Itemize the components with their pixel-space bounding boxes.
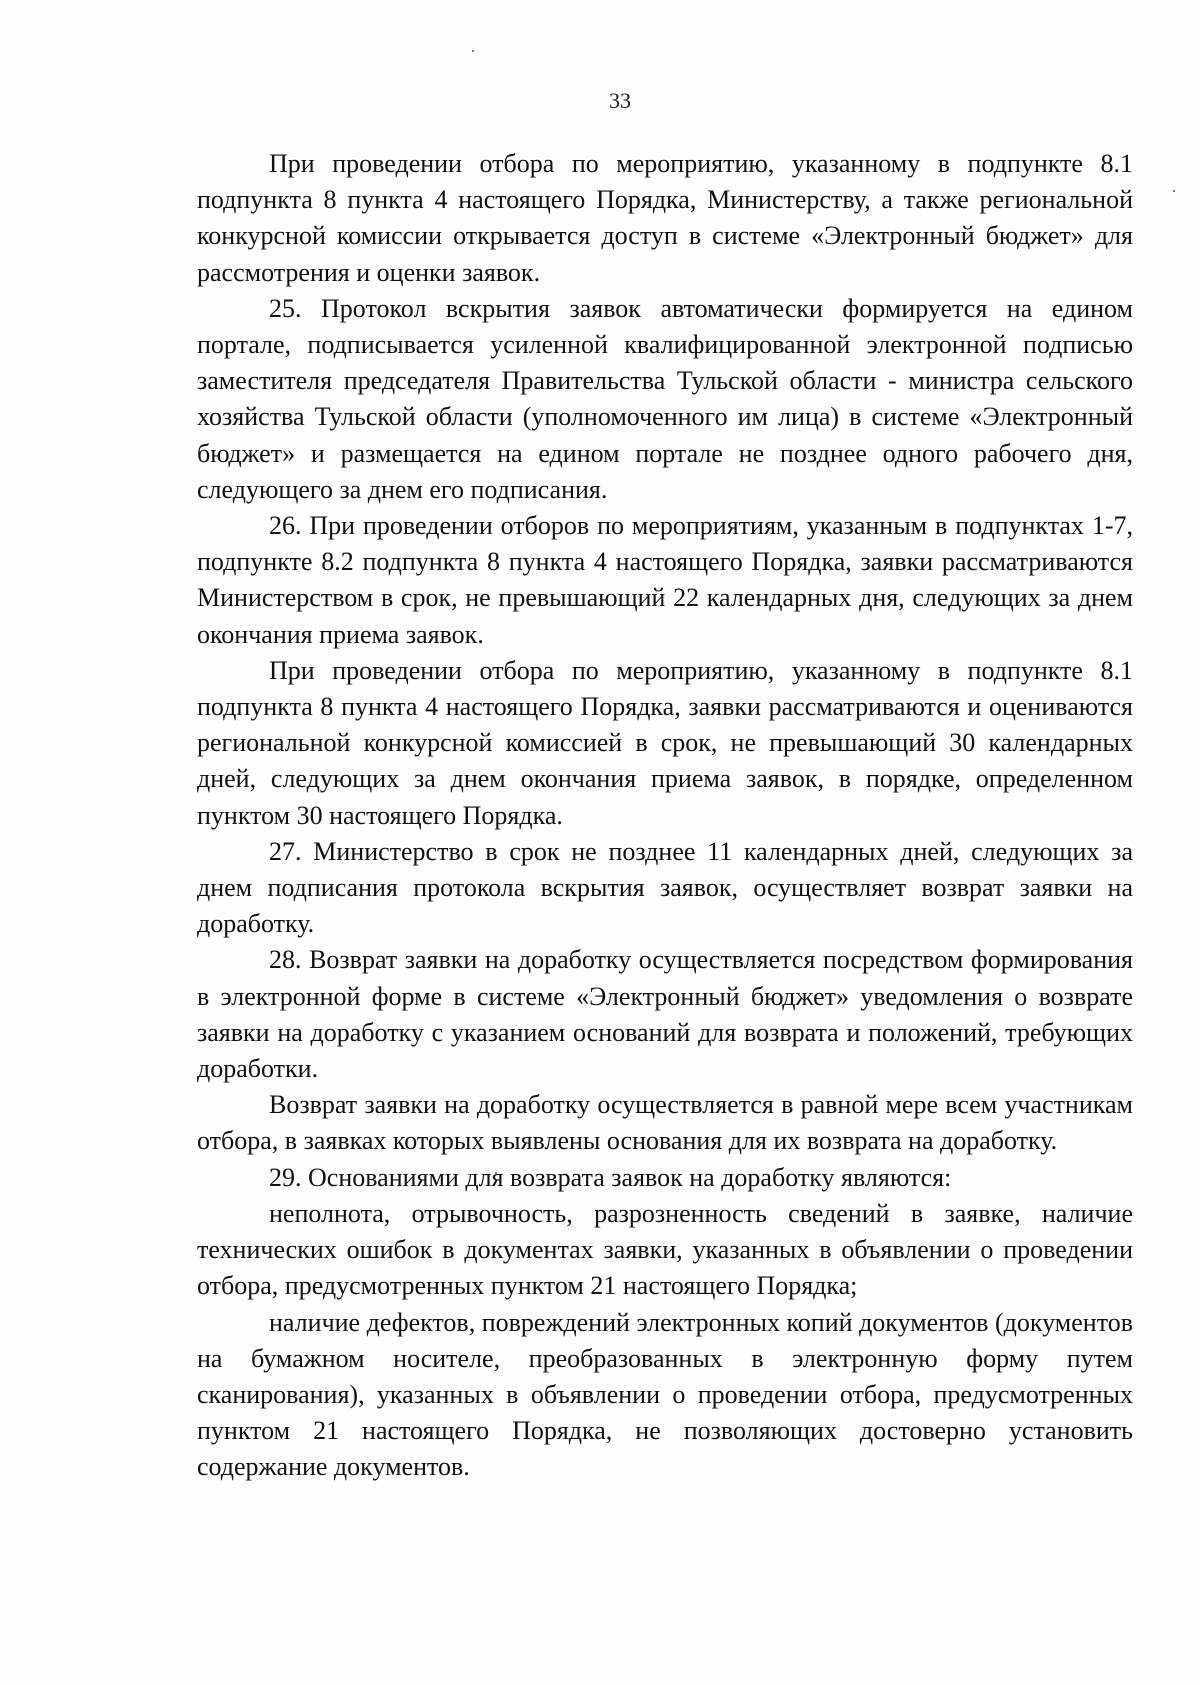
paragraph: 26. При проведении отборов по мероприятиям, указанным в подпунктах 1-7, подпункте 8.2 подпункта 8 пункта 4 настоящего Порядка, заявки рассматриваются Министерством в срок, не превышающий 22 календарных дня, следующих за днем окончания приема заявок. — [197, 511, 1133, 649]
paragraph: 25. Протокол вскрытия заявок автоматически формируется на едином портале, подписывается усиленной квалифицированной электронной подписью заместителя председателя Правительства Тульской области - министра сельского хозяйства Тульской области (уполномоченного им лица) в системе «Электронный бюджет» и размещается на едином портале не позднее одного рабочего дня, следующего за днем его подписания. — [197, 293, 1133, 504]
paragraph: 27. Министерство в срок не позднее 11 календарных дней, следующих за днем подписания протокола вскрытия заявок, осуществляет возврат заявки на доработку. — [197, 836, 1133, 939]
paragraph: Возврат заявки на доработку осуществляется в равной мере всем участникам отбора, в заявках которых выявлены основания для их возврата на доработку. — [197, 1090, 1133, 1156]
page-number: 33 — [609, 88, 631, 113]
paragraph: неполнота, отрывочность, разрозненность сведений в заявке, наличие технических ошибок в документах заявки, указанных в объявлении о проведении отбора, предусмотренных пунктом 21 настоящего Порядка; — [197, 1198, 1133, 1301]
paragraph: При проведении отбора по мероприятию, указанному в подпункте 8.1 подпункта 8 пункта 4 настоящего Порядка, Министерству, а также региональной конкурсной комиссии открывается доступ в системе «Электронный бюджет» для рассмотрения и оценки заявок. — [197, 149, 1133, 287]
paragraph: 29. Основаниями для возврата заявок на доработку являются: — [269, 1162, 952, 1192]
document-body — [197, 146, 1133, 1486]
paragraph: 28. Возврат заявки на доработку осуществляется посредством формирования в электронной форме в системе «Электронный бюджет» уведомления о возврате заявки на доработку с указанием оснований для возврата и положений, требующих доработки. — [197, 945, 1133, 1084]
paragraph: При проведении отбора по мероприятию, указанному в подпункте 8.1 подпункта 8 пункта 4 настоящего Порядка, заявки рассматриваются и оцениваются региональной конкурсной комиссией в срок, не превышающий 30 календарных дней, следующих за днем окончания приема заявок, в порядке, определенном пунктом 30 настоящего Порядка. — [197, 655, 1133, 830]
scan-speck — [472, 50, 474, 52]
scan-speck — [1173, 190, 1175, 192]
paragraph: наличие дефектов, повреждений электронных копий документов (документов на бумажном носителе, преобразованных в электронную форму путем сканирования), указанных в объявлении о проведении отбора, предусмотренных пунктом 21 настоящего Порядка, не позволяющих достоверно установить содержание документов. — [197, 1307, 1133, 1482]
